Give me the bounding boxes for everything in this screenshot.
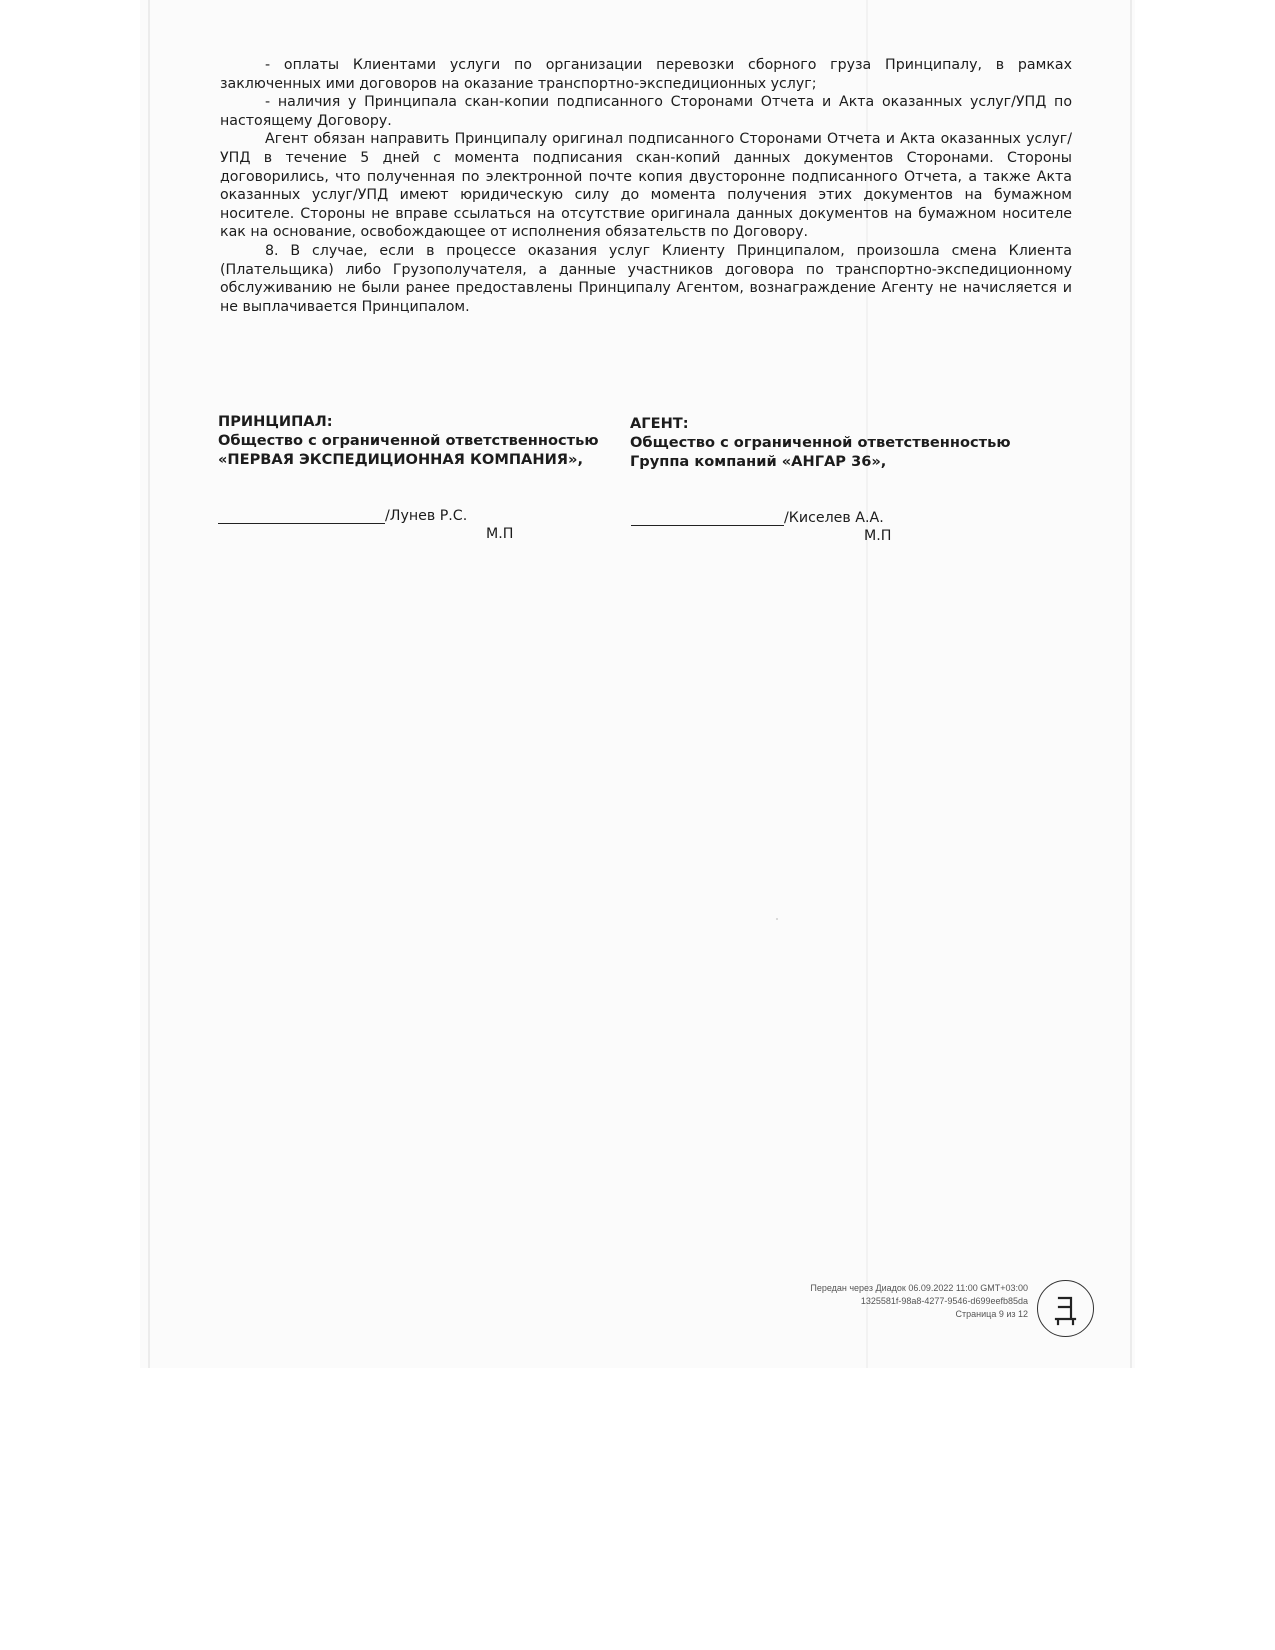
scan-right-edge (1130, 0, 1132, 1368)
scan-left-edge (148, 0, 150, 1368)
principal-signature-line (218, 507, 385, 524)
agent-role-label: АГЕНТ: (630, 415, 689, 432)
paragraph-payment-condition: - оплаты Клиентами услуги по организации перевозки сборного груза Принципалу, в рамках заключенных ими договоров на оказание транспортно-экспедиционных услуг; (220, 57, 1072, 92)
scan-speck (776, 918, 778, 920)
paragraph-clause-8: 8. В случае, если в процессе оказания услуг Клиенту Принципалом, произошла смена Клиента (Плательщика) либо Грузополучателя, а данные участников договора по транспортно-экспедиционному обслуживанию не были ранее предоставлены Принципалу Агентом, вознаграждение Агенту не начисляется и не выплачивается Принципалом. (220, 242, 1072, 315)
agent-org-line-2: Группа компаний «АНГАР 36», (630, 453, 887, 470)
agent-org-line-1: Общество с ограниченной ответственностью (630, 434, 1011, 451)
agent-signature-row (631, 509, 884, 526)
diadoc-transfer-line: Передан через Диадок 06.09.2022 11:00 GMT+03:00 (810, 1283, 1028, 1293)
agent-block (630, 414, 1011, 471)
agent-stamp-mark: М.П (864, 528, 892, 544)
agent-signer-name: /Киселев А.А. (784, 510, 884, 526)
principal-org-line-1: Общество с ограниченной ответственностью (218, 432, 599, 449)
diadoc-page-counter: Страница 9 из 12 (955, 1309, 1028, 1319)
principal-signature-row (218, 507, 467, 524)
principal-role-label: ПРИНЦИПАЛ: (218, 413, 333, 430)
diadoc-footer (810, 1282, 1028, 1321)
agent-signature-line (631, 509, 784, 526)
paragraph-scan-copy-condition: - наличия у Принципала скан-копии подписанного Сторонами Отчета и Акта оказанных услуг/УПД по настоящему Договору. (220, 94, 1072, 129)
principal-stamp-mark: М.П (486, 526, 514, 542)
principal-org-line-2: «ПЕРВАЯ ЭКСПЕДИЦИОННАЯ КОМПАНИЯ», (218, 451, 583, 468)
principal-signer-name: /Лунев Р.С. (385, 508, 468, 524)
principal-block (218, 412, 599, 469)
diadoc-logo-icon (1037, 1280, 1094, 1337)
contract-body-text (220, 56, 1072, 316)
paragraph-original-documents: Агент обязан направить Принципалу оригинал подписанного Сторонами Отчета и Акта оказанных услуг/УПД в течение 5 дней с момента подписания скан-копий данных документов Сторонами. Стороны договорились, что полученная по электронной почте копия двусторонне подписанного Отчета, а также Акта оказанных услуг/УПД имеют юридическую силу до момента получения этих документов на бумажном носителе. Стороны не вправе ссылаться на отсутствие оригинала данных документов на бумажном носителе как на основание, освобождающее от исполнения обязательств по Договору. (220, 131, 1072, 241)
diadoc-document-id: 1325581f-98a8-4277-9546-d699eefb85da (860, 1296, 1028, 1306)
